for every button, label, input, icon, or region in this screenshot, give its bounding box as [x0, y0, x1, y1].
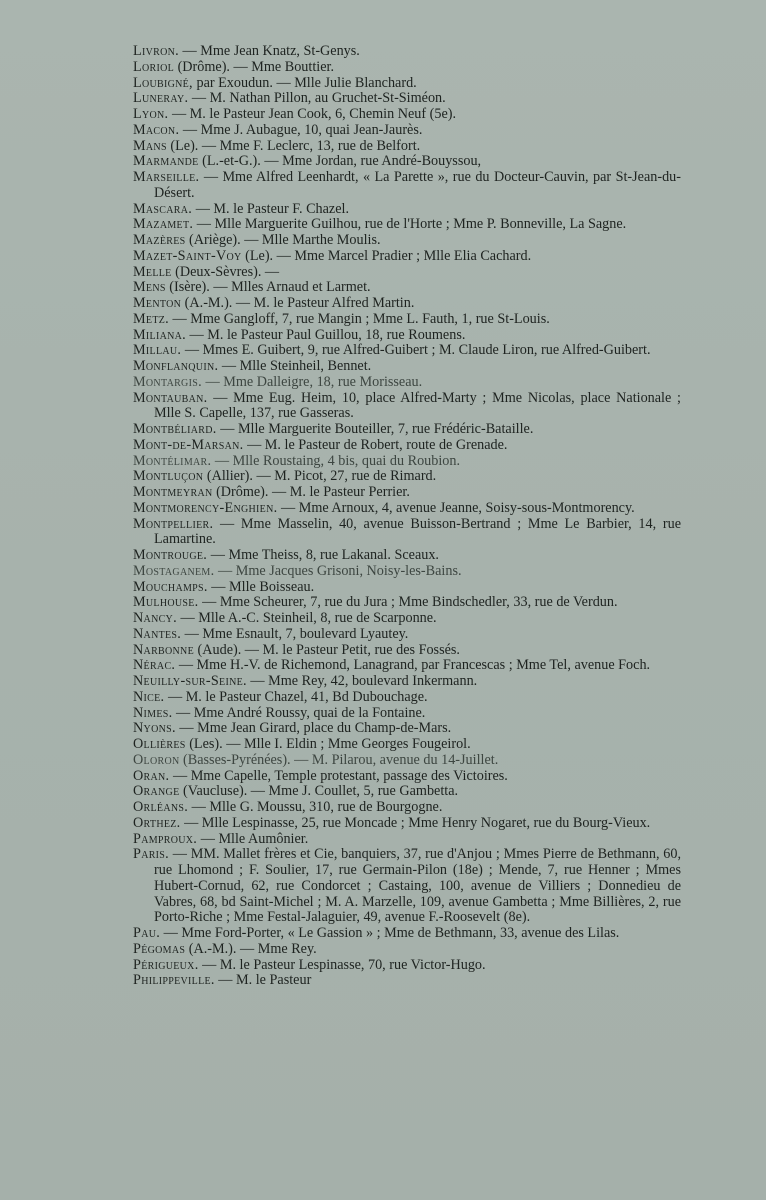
directory-entry [133, 391, 681, 423]
entry-details: — M. le Pasteur [214, 972, 312, 989]
place-name: Orléans. [133, 799, 189, 815]
directory-entry [133, 60, 681, 76]
directory-entry [133, 154, 681, 170]
directory-list [133, 44, 681, 989]
directory-entry [133, 91, 681, 107]
directory-entry [133, 926, 681, 942]
directory-entry [133, 296, 681, 312]
directory-entry [133, 973, 681, 989]
directory-entry [133, 674, 681, 690]
entry-details: — Mme Gangloff, 7, rue Mangin ; Mme L. Fauth, 1, rue St-Louis. [169, 310, 550, 327]
entry-details: — Mme Alfred Leenhardt, « La Parette », rue du Docteur-Cauvin, par St-Jean-du-Désert. [154, 169, 681, 201]
directory-entry [133, 233, 681, 249]
directory-entry [133, 280, 681, 296]
directory-entry [133, 312, 681, 328]
place-name: Montpellier. [133, 515, 214, 532]
entry-details: (Ariège). — Mlle Marthe Moulis. [185, 232, 381, 248]
entry-details: (Aude). — M. le Pasteur Petit, rue des Fossés. [193, 641, 460, 658]
directory-entry [133, 548, 681, 564]
directory-entry [133, 501, 681, 517]
place-name: Oran. [133, 767, 170, 784]
directory-entry [133, 485, 681, 501]
place-name: Montbéliard. [133, 421, 217, 437]
directory-entry [133, 139, 681, 155]
place-name: Nimes. [133, 704, 173, 721]
directory-entry [133, 847, 681, 926]
place-name: Luneray. [133, 90, 189, 107]
directory-entry [133, 438, 681, 454]
entry-details: — M. le Pasteur Paul Guillou, 18, rue Roumens. [186, 326, 466, 343]
entry-details: — Mme Arnoux, 4, avenue Jeanne, Soisy-sous-Montmorency. [277, 499, 635, 516]
entry-details: — Mme Capelle, Temple protestant, passage des Victoires. [169, 767, 508, 784]
place-name: Périgueux. [133, 956, 199, 973]
place-name: Menton [133, 295, 182, 311]
place-name: Neuilly-sur-Seine. [133, 673, 247, 689]
directory-entry [133, 769, 681, 785]
place-name: Narbonne [133, 641, 194, 658]
place-name: Mazamet. [133, 216, 194, 233]
entry-details: — M. le Pasteur F. Chazel. [192, 200, 350, 217]
entry-details: — Mme Eug. Heim, 10, place Alfred-Marty ; Mme Nicolas, place Nationale ; Mlle S. Capelle, 137, rue Gasseras. [154, 389, 681, 422]
entry-details: (Isère). — Mlles Arnaud et Larmet. [165, 279, 371, 296]
directory-entry [133, 422, 681, 438]
entry-details: — Mme J. Aubague, 10, quai Jean-Jaurès. [179, 121, 423, 138]
directory-entry [133, 611, 681, 627]
entry-details: (L.-et-G.). — Mme Jordan, rue André-Bouyssou, [198, 153, 482, 170]
place-name: Paris. [133, 846, 170, 863]
place-name: Orange [133, 783, 180, 800]
directory-entry [133, 580, 681, 596]
entry-details: — M. Nathan Pillon, au Gruchet-St-Siméon. [188, 90, 446, 107]
entry-details: — Mlle Marguerite Bouteiller, 7, rue Frédéric-Bataille. [216, 421, 534, 437]
directory-entry [133, 328, 681, 344]
directory-entry [133, 517, 681, 549]
place-name: Nyons. [133, 720, 176, 737]
place-name: Marmande [133, 153, 199, 170]
directory-entry [133, 217, 681, 233]
directory-entry [133, 753, 681, 769]
place-name: Monflanquin. [133, 358, 219, 374]
directory-entry [133, 658, 681, 674]
entry-details: — M. le Pasteur de Robert, route de Grenade. [243, 436, 508, 453]
entry-details: — Mme André Roussy, quai de la Fontaine. [172, 704, 426, 721]
directory-entry [133, 643, 681, 659]
directory-entry [133, 942, 681, 958]
entry-details: — M. le Pasteur Jean Cook, 6, Chemin Neuf (5e). [168, 106, 457, 122]
place-name: Mont-de-Marsan. [133, 436, 244, 453]
entry-details: — Mlle Boisseau. [207, 578, 315, 595]
directory-entry [133, 249, 681, 265]
entry-details: — Mmes E. Guibert, 9, rue Alfred-Guibert ; M. Claude Liron, rue Alfred-Guibert. [181, 342, 651, 359]
entry-details: — Mme H.-V. de Richemond, Lanagrand, par Francescas ; Mme Tel, avenue Foch. [175, 657, 651, 674]
directory-entry [133, 123, 681, 139]
place-name: Miliana. [133, 326, 186, 343]
entry-details: (Vaucluse). — Mme J. Coullet, 5, rue Gambetta. [179, 783, 459, 800]
entry-details: — Mme Scheurer, 7, rue du Jura ; Mme Bindschedler, 33, rue de Verdun. [198, 594, 618, 611]
entry-details: — M. le Pasteur Chazel, 41, Bd Dubouchage. [164, 688, 428, 705]
entry-details: par Exoudun. — Mlle Julie Blanchard. [192, 74, 417, 91]
place-name: Macon. [133, 121, 180, 138]
entry-details: — Mme Jacques Grisoni, Noisy-les-Bains. [214, 562, 462, 579]
directory-entry [133, 375, 681, 391]
entry-details: (Le). — Mme Marcel Pradier ; Mlle Elia Cachard. [241, 247, 532, 264]
place-name: Millau. [133, 342, 182, 359]
directory-entry [133, 627, 681, 643]
directory-entry [133, 343, 681, 359]
directory-entry [133, 265, 681, 281]
directory-entry [133, 595, 681, 611]
place-name: Montélimar. [133, 452, 212, 469]
entry-details: — Mlle A.-C. Steinheil, 8, rue de Scarponne. [176, 610, 437, 626]
directory-entry [133, 44, 681, 60]
directory-entry [133, 170, 681, 202]
entry-details: (Le). — Mme F. Leclerc, 13, rue de Belfort. [166, 137, 421, 154]
entry-details: — Mme Dalleigre, 18, rue Morisseau. [201, 373, 423, 390]
entry-details: — Mme Ford-Porter, « Le Gassion » ; Mme de Bethmann, 33, avenue des Lilas. [160, 925, 620, 941]
directory-entry [133, 107, 681, 123]
entry-details: (Drôme). — Mme Bouttier. [174, 58, 335, 75]
place-name: Melle [133, 263, 172, 280]
entry-details: — MM. Mallet frères et Cie, banquiers, 37, rue d'Anjou ; Mmes Pierre de Bethmann, 60, rue Lhomond ; F. Soulier, 17, rue Germain-Pilon (18e) ; Mende, 7, rue Henner ; Mmes Hubert-Cornud, 62, rue Condorcet ; Castaing, 100, avenue de Villiers ; Donnedieu de Vabres, 68, bd Saint-Michel ; M. A. Marzelle, 109, avenue Gambetta ; Mme Billières, 2, rue Porto-Riche ; Mme Festal-Jalaguier, 49, avenue F.-Roosevelt (8e). [154, 846, 681, 926]
entry-details: (Les). — Mlle I. Eldin ; Mme Georges Fougeirol. [185, 736, 471, 752]
entry-details: — Mme Masselin, 40, avenue Buisson-Bertrand ; Mme Le Barbier, 14, rue Lamartine. [154, 515, 681, 548]
directory-entry [133, 454, 681, 470]
place-name: Nancy. [133, 610, 177, 626]
place-name: Mazères [133, 232, 186, 248]
entry-details: — Mme Jean Girard, place du Champ-de-Mars. [175, 720, 452, 737]
directory-entry [133, 202, 681, 218]
place-name: Pau. [133, 925, 161, 941]
place-name: Pamproux. [133, 830, 198, 847]
place-name: Philippeville. [133, 972, 215, 989]
entry-details: (Allier). — M. Picot, 27, rue de Rimard. [203, 468, 437, 485]
directory-entry [133, 564, 681, 580]
entry-details: — Mlle Marguerite Guilhou, rue de l'Horte ; Mme P. Bonneville, La Sagne. [193, 216, 627, 233]
place-name: Lyon. [133, 106, 169, 122]
entry-details: — Mme Theiss, 8, rue Lakanal. Sceaux. [207, 547, 439, 563]
place-name: Montluçon [133, 468, 204, 485]
entry-details: — Mlle Lespinasse, 25, rue Moncade ; Mme Henry Nogaret, rue du Bourg-Vieux. [180, 814, 651, 831]
place-name: Oloron [133, 751, 180, 768]
entry-details: — Mlle G. Moussu, 310, rue de Bourgogne. [188, 799, 443, 815]
entry-details: (Deux-Sèvres). — [171, 263, 280, 280]
directory-entry [133, 690, 681, 706]
place-name: Mostaganem. [133, 562, 215, 579]
entry-details: (Basses-Pyrénées). — M. Pilarou, avenue du 14-Juillet. [179, 751, 499, 768]
place-name: Mazet-Saint-Voy [133, 247, 242, 264]
place-name: Montargis. [133, 373, 202, 390]
directory-entry [133, 958, 681, 974]
place-name: Montrouge. [133, 547, 208, 563]
entry-details: — M. le Pasteur Lespinasse, 70, rue Victor-Hugo. [198, 956, 486, 973]
place-name: Ollières [133, 736, 186, 752]
directory-entry [133, 832, 681, 848]
place-name: Pégomas [133, 940, 186, 957]
directory-entry [133, 800, 681, 816]
place-name: Mascara. [133, 200, 193, 217]
directory-entry [133, 706, 681, 722]
entry-details: (A.-M.). — M. le Pasteur Alfred Martin. [181, 295, 415, 311]
entry-details: — Mlle Roustaing, 4 bis, quai du Roubion. [211, 452, 461, 469]
entry-details: — Mme Jean Knatz, St-Genys. [178, 43, 360, 59]
place-name: Orthez. [133, 814, 181, 831]
directory-entry [133, 721, 681, 737]
directory-entry [133, 784, 681, 800]
entry-details: — Mme Esnault, 7, boulevard Lyautey. [181, 625, 409, 642]
entry-details: — Mlle Aumônier. [197, 830, 309, 847]
place-name: Loubigné, [133, 74, 193, 91]
entry-details: — Mlle Steinheil, Bennet. [218, 358, 372, 374]
place-name: Metz. [133, 310, 169, 327]
place-name: Marseille. [133, 169, 200, 185]
place-name: Livron. [133, 43, 179, 59]
place-name: Mulhouse. [133, 594, 199, 611]
place-name: Nantes. [133, 625, 182, 642]
place-name: Mens [133, 279, 166, 296]
place-name: Nérac. [133, 657, 176, 674]
place-name: Montmorency-Enghien. [133, 499, 278, 516]
place-name: Montmeyran [133, 484, 213, 500]
entry-details: (A.-M.). — Mme Rey. [185, 940, 317, 957]
entry-details: (Drôme). — M. le Pasteur Perrier. [212, 484, 410, 500]
directory-entry [133, 816, 681, 832]
place-name: Nice. [133, 688, 165, 705]
place-name: Mans [133, 137, 167, 154]
directory-entry [133, 737, 681, 753]
directory-entry [133, 359, 681, 375]
place-name: Mouchamps. [133, 578, 208, 595]
place-name: Montauban. [133, 389, 208, 406]
entry-details: — Mme Rey, 42, boulevard Inkermann. [246, 673, 478, 689]
directory-entry [133, 76, 681, 92]
directory-entry [133, 469, 681, 485]
place-name: Loriol [133, 58, 175, 75]
